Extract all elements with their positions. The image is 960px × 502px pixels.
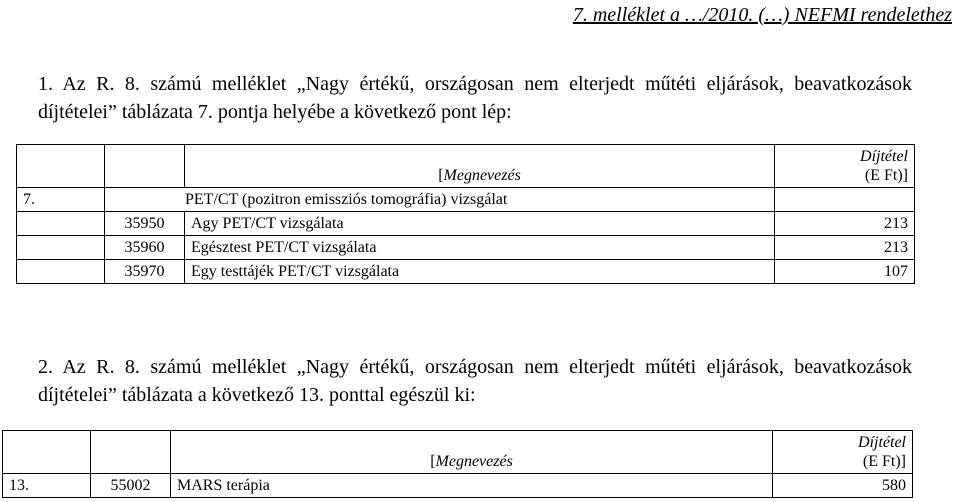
table-row [17,212,915,236]
annex-title: 7. melléklet a …/2010. (…) NEFMI rendelethez [572,4,952,26]
point-1-text: 1. Az R. 8. számú melléklet „Nagy értékű, országosan nem elterjedt műtéti eljárások, beavatkozások díjtételei” táblázata 7. pontja helyébe a következő pont lép: [38,73,912,123]
procedure-name: Agy PET/CT vizsgálata [185,212,775,236]
column-header-name: [Megnevezés [171,431,773,474]
table-row [17,236,915,260]
table-header-row [17,145,915,188]
procedure-name: Egésztest PET/CT vizsgálata [185,236,775,260]
procedure-code: 55002 [91,474,171,498]
section-row [17,188,915,212]
point-2-text: 2. Az R. 8. számú melléklet „Nagy értékű, országosan nem elterjedt műtéti eljárások, beavatkozások díjtételei” táblázata a következő 13. ponttal egészül ki: [38,356,912,406]
table-row [3,474,913,498]
table-row [17,260,915,284]
procedure-code: 35960 [105,236,185,260]
procedure-name: MARS terápia [171,474,773,498]
procedure-fee: 580 [773,474,913,498]
procedure-code: 35970 [105,260,185,284]
fee-table-2 [2,430,913,498]
column-header-name: [Megnevezés [185,145,775,188]
section-title: PET/CT (pozitron emissziós tomográfia) vizsgálat [105,188,775,212]
procedure-fee: 213 [775,236,915,260]
section-number: 7. [17,188,105,212]
procedure-fee: 213 [775,212,915,236]
section-number: 13. [3,474,91,498]
table-header-row [3,431,913,474]
column-header-fee: Díjtétel (E Ft)] [773,431,913,474]
column-header-fee: Díjtétel (E Ft)] [775,145,915,188]
fee-table-1 [16,144,915,284]
procedure-code: 35950 [105,212,185,236]
procedure-name: Egy testtájék PET/CT vizsgálata [185,260,775,284]
procedure-fee: 107 [775,260,915,284]
